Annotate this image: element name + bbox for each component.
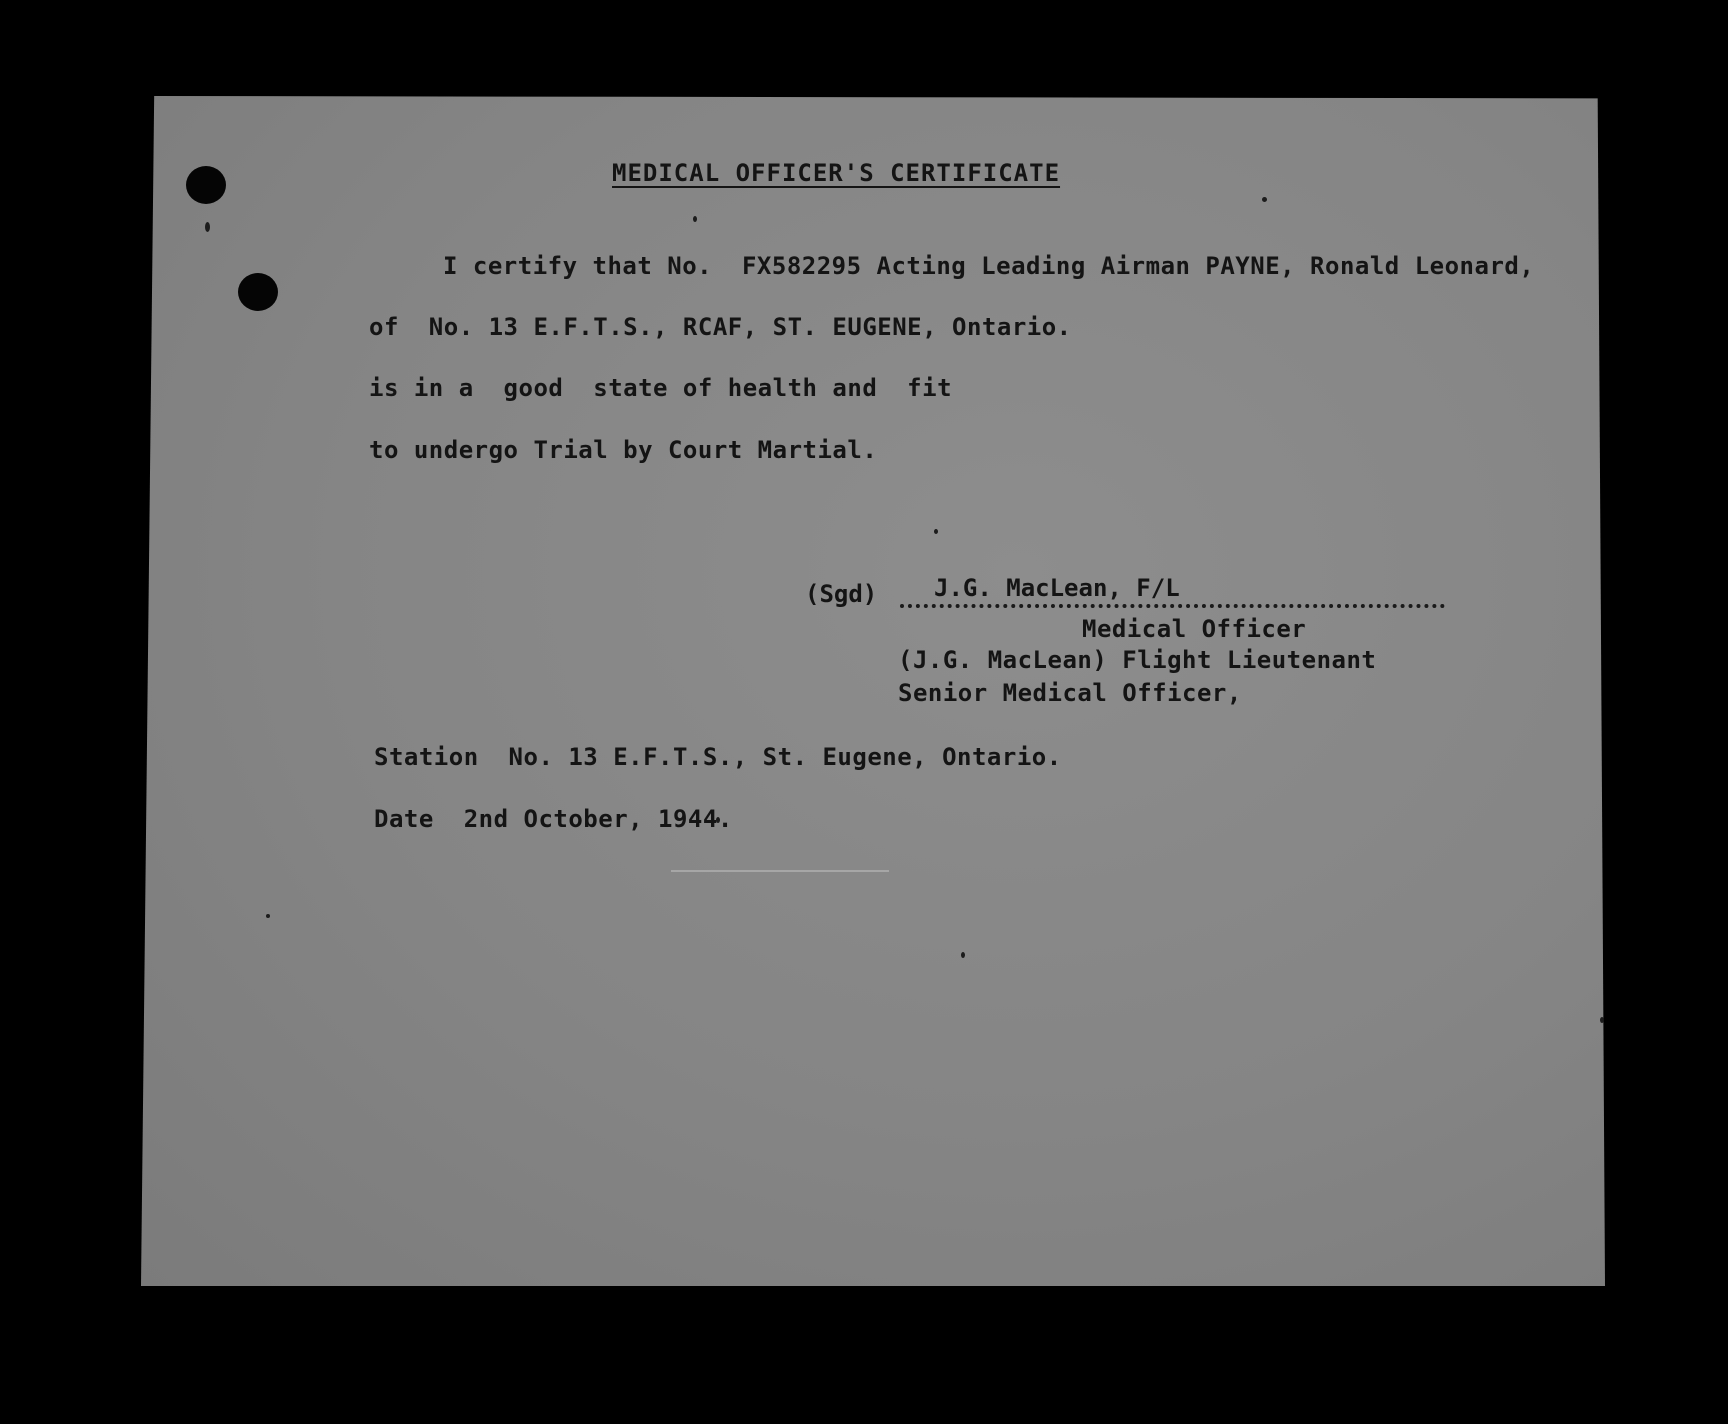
document-title: MEDICAL OFFICER'S CERTIFICATE bbox=[612, 159, 1061, 187]
signature-name: J.G. MacLean, F/L bbox=[934, 574, 1180, 602]
faint-rule bbox=[671, 870, 889, 872]
body-line-3: is in a good state of health and fit bbox=[369, 374, 953, 402]
signature-title: Medical Officer bbox=[1082, 615, 1307, 643]
scan-speck bbox=[1262, 197, 1267, 202]
scan-speck bbox=[961, 952, 965, 958]
scan-speck bbox=[693, 216, 697, 222]
signature-label: (Sgd) bbox=[805, 580, 878, 608]
scan-speck bbox=[266, 914, 270, 918]
punch-hole-bottom bbox=[238, 273, 278, 311]
scan-speck bbox=[934, 529, 938, 534]
scan-speck bbox=[1600, 1017, 1604, 1023]
signature-line bbox=[900, 574, 1445, 602]
signature-position: Senior Medical Officer, bbox=[898, 679, 1242, 707]
body-line-4: to undergo Trial by Court Martial. bbox=[369, 436, 878, 464]
punch-hole-top bbox=[186, 166, 226, 204]
date-line: Date 2nd October, 1944. bbox=[374, 805, 733, 833]
signature-name-rank: (J.G. MacLean) Flight Lieutenant bbox=[898, 646, 1377, 674]
body-line-1: I certify that No. FX582295 Acting Leading Airman PAYNE, Ronald Leonard, bbox=[443, 252, 1535, 280]
body-line-2: of No. 13 E.F.T.S., RCAF, ST. EUGENE, Ontario. bbox=[369, 313, 1072, 341]
signature-row bbox=[805, 574, 1445, 608]
scan-speck bbox=[205, 222, 210, 232]
station-line: Station No. 13 E.F.T.S., St. Eugene, Ontario. bbox=[374, 743, 1062, 771]
signature-dotted-line bbox=[900, 604, 1445, 608]
